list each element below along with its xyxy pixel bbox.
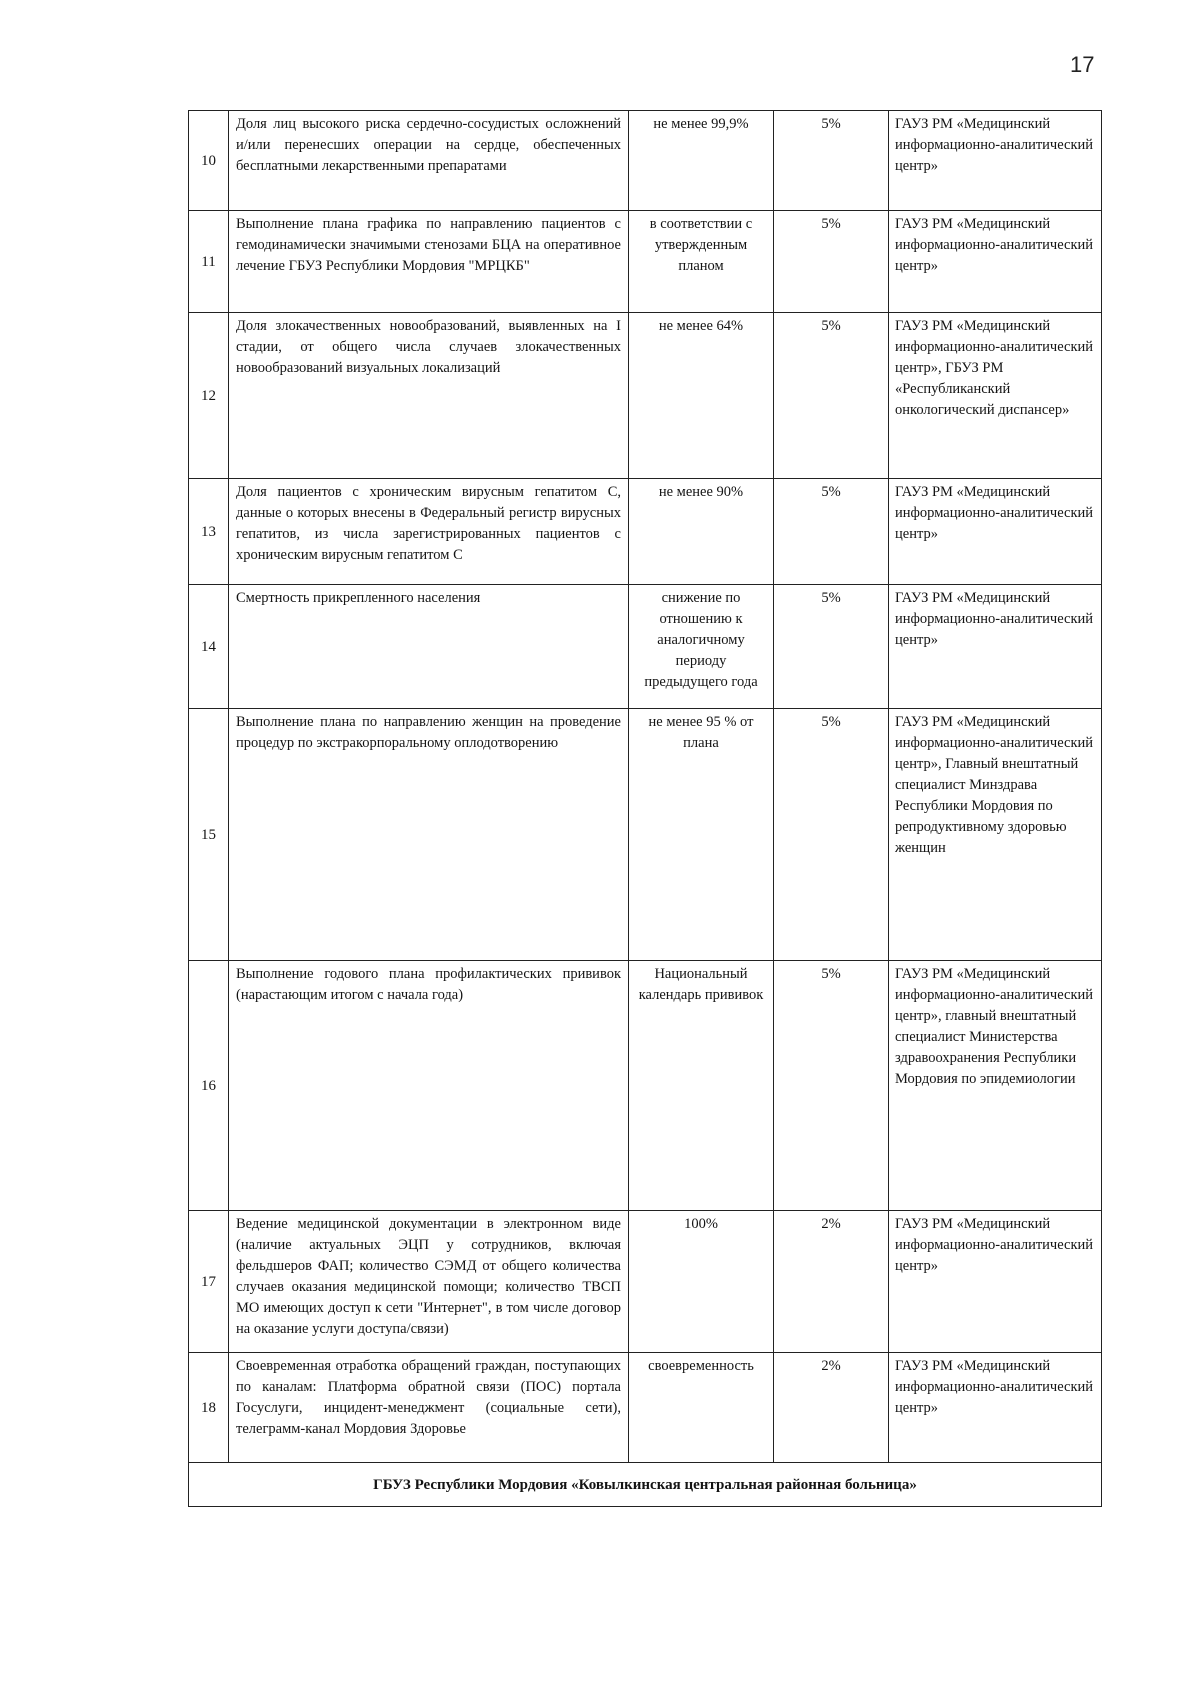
- responsible-org: ГАУЗ РМ «Медицинский информационно-аналитический центр»: [889, 211, 1102, 313]
- responsible-org: ГАУЗ РМ «Медицинский информационно-аналитический центр»: [889, 111, 1102, 211]
- table-row: [189, 1211, 1102, 1353]
- target-value: в соответствии с утвержденным планом: [629, 211, 774, 313]
- target-value: не менее 99,9%: [629, 111, 774, 211]
- weight-value: 5%: [774, 961, 889, 1211]
- indicator-name: Смертность прикрепленного населения: [229, 585, 629, 709]
- weight-value: 5%: [774, 709, 889, 961]
- row-number: 11: [189, 211, 229, 313]
- weight-value: 2%: [774, 1211, 889, 1353]
- section-footer: ГБУЗ Республики Мордовия «Ковылкинская центральная районная больница»: [189, 1463, 1102, 1507]
- responsible-org: ГАУЗ РМ «Медицинский информационно-аналитический центр»: [889, 479, 1102, 585]
- table-row: [189, 479, 1102, 585]
- target-value: снижение по отношению к аналогичному периоду предыдущего года: [629, 585, 774, 709]
- target-value: не менее 64%: [629, 313, 774, 479]
- weight-value: 5%: [774, 111, 889, 211]
- table-row: [189, 961, 1102, 1211]
- table-row: [189, 585, 1102, 709]
- indicator-name: Выполнение годового плана профилактических прививок (нарастающим итогом с начала года): [229, 961, 629, 1211]
- row-number: 18: [189, 1353, 229, 1463]
- responsible-org: ГАУЗ РМ «Медицинский информационно-аналитический центр»: [889, 585, 1102, 709]
- page-number: 17: [1070, 52, 1095, 77]
- row-number: 12: [189, 313, 229, 479]
- indicator-name: Доля злокачественных новообразований, выявленных на I стадии, от общего числа случаев злокачественных новообразований визуальных локализаций: [229, 313, 629, 479]
- responsible-org: ГАУЗ РМ «Медицинский информационно-аналитический центр»: [889, 1211, 1102, 1353]
- row-number: 10: [189, 111, 229, 211]
- weight-value: 5%: [774, 479, 889, 585]
- target-value: своевременность: [629, 1353, 774, 1463]
- row-number: 14: [189, 585, 229, 709]
- target-value: не менее 95 % от плана: [629, 709, 774, 961]
- indicator-name: Выполнение плана по направлению женщин на проведение процедур по экстракорпоральному оплодотворению: [229, 709, 629, 961]
- table-row: [189, 111, 1102, 211]
- criteria-table: [188, 110, 1102, 1507]
- responsible-org: ГАУЗ РМ «Медицинский информационно-аналитический центр»: [889, 1353, 1102, 1463]
- responsible-org: ГАУЗ РМ «Медицинский информационно-аналитический центр», Главный внештатный специалист Минздрава Республики Мордовия по репродуктивному здоровью женщин: [889, 709, 1102, 961]
- weight-value: 2%: [774, 1353, 889, 1463]
- indicator-name: Выполнение плана графика по направлению пациентов с гемодинамически значимыми стенозами БЦА на оперативное лечение ГБУЗ Республики Мордовия "МРЦКБ": [229, 211, 629, 313]
- weight-value: 5%: [774, 585, 889, 709]
- responsible-org: ГАУЗ РМ «Медицинский информационно-аналитический центр», ГБУЗ РМ «Республиканский онкологический диспансер»: [889, 313, 1102, 479]
- weight-value: 5%: [774, 211, 889, 313]
- row-number: 17: [189, 1211, 229, 1353]
- target-value: 100%: [629, 1211, 774, 1353]
- table-row: [189, 709, 1102, 961]
- indicator-name: Ведение медицинской документации в электронном виде (наличие актуальных ЭЦП у сотрудников, включая фельдшеров ФАП; количество СЭМД от общего количества случаев оказания медицинской помощи; количество ТВСП МО имеющих доступ к сети "Интернет", в том числе договор на оказание услуги доступа/связи): [229, 1211, 629, 1353]
- section-footer-row: [189, 1463, 1102, 1507]
- target-value: не менее 90%: [629, 479, 774, 585]
- target-value: Национальный календарь прививок: [629, 961, 774, 1211]
- responsible-org: ГАУЗ РМ «Медицинский информационно-аналитический центр», главный внештатный специалист Министерства здравоохранения Республики Мордовия по эпидемиологии: [889, 961, 1102, 1211]
- row-number: 13: [189, 479, 229, 585]
- indicator-name: Доля лиц высокого риска сердечно-сосудистых осложнений и/или перенесших операции на сердце, обеспеченных бесплатными лекарственными препаратами: [229, 111, 629, 211]
- table-row: [189, 211, 1102, 313]
- row-number: 15: [189, 709, 229, 961]
- table-row: [189, 313, 1102, 479]
- indicator-name: Доля пациентов с хроническим вирусным гепатитом С, данные о которых внесены в Федеральный регистр вирусных гепатитов, из числа зарегистрированных пациентов с хроническим вирусным гепатитом С: [229, 479, 629, 585]
- indicator-name: Своевременная отработка обращений граждан, поступающих по каналам: Платформа обратной связи (ПОС) портала Госуслуги, инцидент-менеджмент (социальные сети), телеграмм-канал Мордовия Здоровье: [229, 1353, 629, 1463]
- weight-value: 5%: [774, 313, 889, 479]
- row-number: 16: [189, 961, 229, 1211]
- table-row: [189, 1353, 1102, 1463]
